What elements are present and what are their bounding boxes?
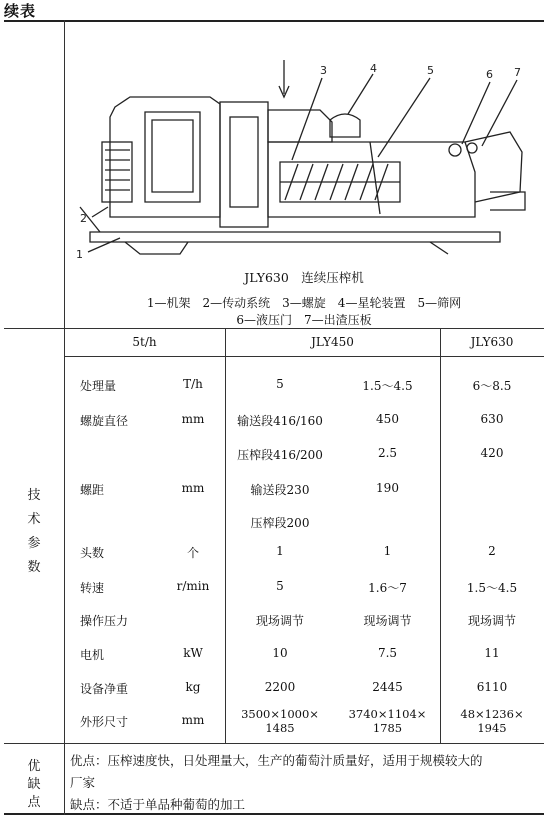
param-unit: T/h xyxy=(183,377,203,391)
param-name: 电机 xyxy=(80,648,105,662)
param-value-jly450-a: 现场调节 xyxy=(255,614,304,628)
figure-legend-line2: 6—液压门 7—出渣压板 xyxy=(236,313,372,327)
param-value-jly630: 11 xyxy=(484,646,500,660)
figure-legend-line1: 1—机架 2—传动系统 3—螺旋 4—星轮装置 5—筛网 xyxy=(146,296,462,310)
param-name: 外形尺寸 xyxy=(80,715,129,729)
param-value-jly630: 2 xyxy=(488,544,496,558)
callout-5: 5 xyxy=(427,64,434,77)
param-unit: mm xyxy=(181,412,205,426)
label-column-divider xyxy=(64,20,65,815)
param-value-jly450-b: 2.5 xyxy=(377,446,398,460)
callout-3: 3 xyxy=(320,64,327,77)
param-value-jly450-a: 输送段416/160 xyxy=(237,414,323,428)
param-value-jly630: 48×1236× 1945 xyxy=(460,707,524,735)
section-label-pros-cons: 优 缺 点 xyxy=(27,759,41,810)
param-value-jly630: 630 xyxy=(480,412,504,426)
figure-title: JLY630 连续压榨机 xyxy=(244,270,364,285)
header-bottom-rule xyxy=(64,356,544,357)
param-value-jly450-a: 压榨段200 xyxy=(250,516,310,530)
callout-7: 7 xyxy=(514,66,521,79)
param-name: 头数 xyxy=(80,546,105,560)
param-value-jly450-b: 2445 xyxy=(372,680,403,694)
param-name: 处理量 xyxy=(80,379,117,393)
col-header-jly450: JLY450 xyxy=(311,335,354,349)
param-value-jly450-a: 2200 xyxy=(264,680,296,694)
param-value-jly450-a: 5 xyxy=(276,579,284,593)
param-name: 螺距 xyxy=(80,483,105,497)
param-name: 设备净重 xyxy=(80,682,129,696)
param-value-jly450-b: 190 xyxy=(376,481,399,495)
callout-2: 2 xyxy=(80,212,87,225)
continued-label: 续表 xyxy=(4,2,37,20)
cons-text: 缺点：不适于单品种葡萄的加工 xyxy=(70,797,246,812)
param-name: 螺旋直径 xyxy=(80,414,129,428)
param-value-jly450-b: 3740×1104× 1785 xyxy=(348,707,427,735)
param-value-jly450-a: 压榨段416/200 xyxy=(237,448,323,462)
param-value-jly450-a: 5 xyxy=(276,377,284,391)
section-label-tech-params: 技 术 参 数 xyxy=(27,488,41,575)
param-value-jly450-b: 1.5～4.5 xyxy=(362,379,413,393)
param-unit: kg xyxy=(185,680,201,694)
col-header-5th: 5t/h xyxy=(132,335,157,349)
param-value-jly630: 现场调节 xyxy=(467,614,516,628)
param-value-jly450-b: 1 xyxy=(383,544,392,558)
figure-bottom-rule xyxy=(4,328,544,329)
param-unit: mm xyxy=(181,481,205,495)
param-value-jly450-b: 450 xyxy=(376,412,399,426)
callout-4: 4 xyxy=(370,62,377,75)
param-unit: kW xyxy=(183,646,203,660)
param-value-jly450-b: 7.5 xyxy=(377,646,398,660)
param-unit: r/min xyxy=(176,579,210,593)
press-machine-diagram xyxy=(70,42,540,264)
param-value-jly450-a: 1 xyxy=(276,544,284,558)
params-bottom-rule xyxy=(4,743,544,744)
param-value-jly450-a: 3500×1000× 1485 xyxy=(241,707,319,735)
pros-text: 优点：压榨速度快，日处理量大，生产的葡萄汁质量好，适用于规模较大的 xyxy=(70,753,483,768)
param-value-jly450-a: 10 xyxy=(272,646,288,660)
callout-1: 1 xyxy=(76,248,83,261)
param-value-jly630: 420 xyxy=(480,446,504,460)
param-unit: mm xyxy=(181,713,205,727)
callout-6: 6 xyxy=(486,68,493,81)
param-name: 转速 xyxy=(80,581,105,595)
param-value-jly450-b: 现场调节 xyxy=(363,614,412,628)
col-header-jly630: JLY630 xyxy=(470,335,514,349)
param-unit: 个 xyxy=(186,546,199,560)
param-value-jly630: 6110 xyxy=(476,680,508,694)
pros-text-cont: 厂家 xyxy=(70,775,96,790)
param-value-jly630: 1.5～4.5 xyxy=(466,581,518,595)
param-value-jly450-a: 输送段230 xyxy=(250,483,310,497)
param-value-jly630: 6～8.5 xyxy=(472,379,512,393)
param-value-jly450-b: 1.6～7 xyxy=(368,581,407,595)
param-name: 操作压力 xyxy=(80,614,129,628)
